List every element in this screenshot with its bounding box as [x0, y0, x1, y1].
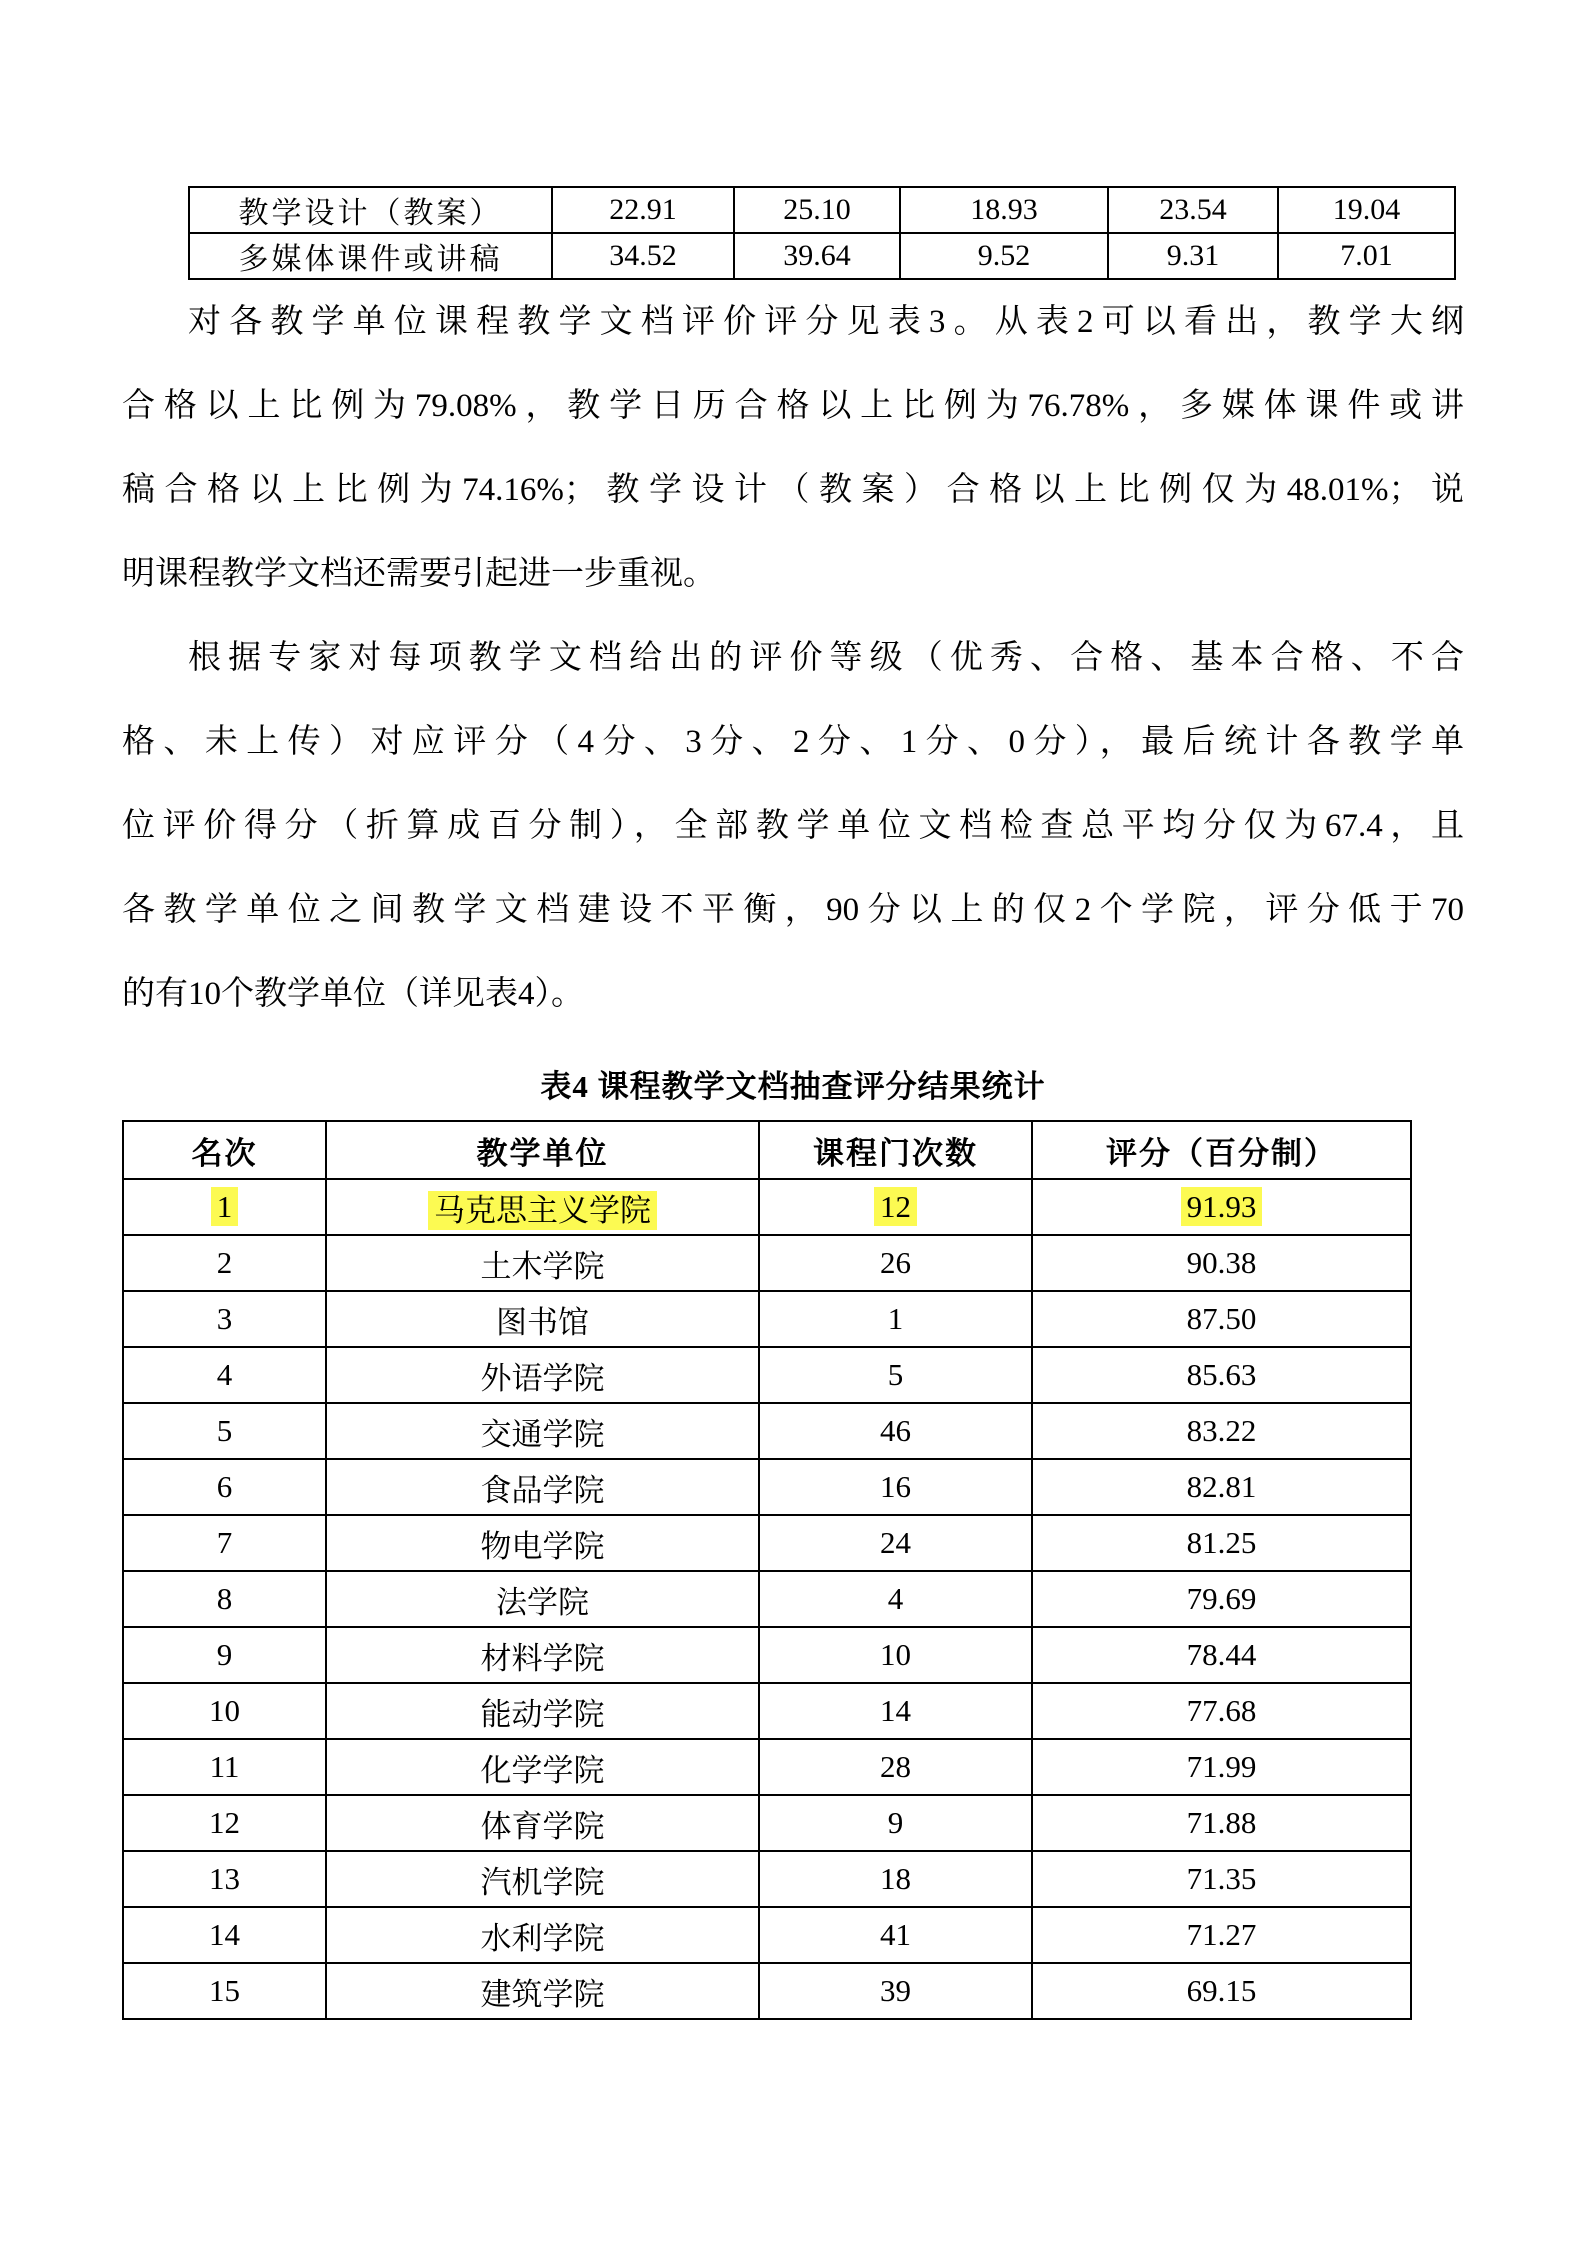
text-line: 位评价得分（折算成百分制），全部教学单位文档检查总平均分仅为67.4，且	[122, 808, 1464, 844]
value-cell: 18.93	[900, 187, 1108, 233]
score-cell	[1032, 1179, 1411, 1235]
text-line: 稿合格以上比例为74.16%；教学设计（教案）合格以上比例仅为48.01%；说	[122, 472, 1464, 508]
rank-cell: 5	[123, 1403, 326, 1459]
rank-cell: 10	[123, 1683, 326, 1739]
table-row	[123, 1739, 1411, 1795]
unit-cell: 交通学院	[326, 1403, 759, 1459]
score-cell: 83.22	[1032, 1403, 1411, 1459]
courses-cell: 4	[759, 1571, 1032, 1627]
score-cell: 71.99	[1032, 1739, 1411, 1795]
table-4	[122, 1120, 1412, 2020]
table-row	[123, 1851, 1411, 1907]
category-label-cell: 教学设计（教案）	[189, 187, 552, 233]
doc-stat-row	[189, 233, 1455, 279]
top-table	[188, 186, 1456, 280]
unit-cell: 汽机学院	[326, 1851, 759, 1907]
courses-cell: 39	[759, 1963, 1032, 2019]
courses-cell: 14	[759, 1683, 1032, 1739]
courses-cell: 5	[759, 1347, 1032, 1403]
table4-header-row	[123, 1121, 1411, 1179]
score-cell: 71.35	[1032, 1851, 1411, 1907]
table-row	[123, 1571, 1411, 1627]
score-cell: 81.25	[1032, 1515, 1411, 1571]
value-cell: 22.91	[552, 187, 734, 233]
value-cell: 34.52	[552, 233, 734, 279]
unit-cell: 图书馆	[326, 1291, 759, 1347]
rank-cell: 14	[123, 1907, 326, 1963]
rank-cell: 3	[123, 1291, 326, 1347]
rank-cell: 11	[123, 1739, 326, 1795]
courses-cell	[759, 1179, 1032, 1235]
column-header: 课程门次数	[759, 1121, 1032, 1179]
value-cell: 9.52	[900, 233, 1108, 279]
table-row	[123, 1683, 1411, 1739]
text-line: 对各教学单位课程教学文档评价评分见表3。从表2可以看出，教学大纲	[188, 304, 1464, 340]
rank-cell: 12	[123, 1795, 326, 1851]
unit-cell: 食品学院	[326, 1459, 759, 1515]
unit-cell: 水利学院	[326, 1907, 759, 1963]
value-cell: 19.04	[1278, 187, 1455, 233]
value-cell: 9.31	[1108, 233, 1278, 279]
text-line: 明课程教学文档还需要引起进一步重视。	[122, 556, 716, 592]
rank-cell: 4	[123, 1347, 326, 1403]
paragraph-1	[122, 280, 1464, 616]
score-cell: 79.69	[1032, 1571, 1411, 1627]
table4-body	[123, 1179, 1411, 2019]
value-cell: 39.64	[734, 233, 900, 279]
courses-cell: 24	[759, 1515, 1032, 1571]
unit-cell	[326, 1179, 759, 1235]
paragraph-2	[122, 616, 1464, 1036]
rank-cell: 7	[123, 1515, 326, 1571]
category-label-cell: 多媒体课件或讲稿	[189, 233, 552, 279]
score-cell: 77.68	[1032, 1683, 1411, 1739]
highlighted-text: 91.93	[1181, 1187, 1263, 1226]
table-row	[123, 1179, 1411, 1235]
rank-cell	[123, 1179, 326, 1235]
table-row	[123, 1347, 1411, 1403]
text-line: 根据专家对每项教学文档给出的评价等级（优秀、合格、基本合格、不合	[188, 640, 1464, 676]
score-cell: 90.38	[1032, 1235, 1411, 1291]
score-cell: 78.44	[1032, 1627, 1411, 1683]
page-content	[0, 186, 1588, 2020]
rank-cell: 2	[123, 1235, 326, 1291]
value-cell: 23.54	[1108, 187, 1278, 233]
table-row	[123, 1963, 1411, 2019]
unit-cell: 材料学院	[326, 1627, 759, 1683]
courses-cell: 18	[759, 1851, 1032, 1907]
unit-cell: 建筑学院	[326, 1963, 759, 2019]
courses-cell: 46	[759, 1403, 1032, 1459]
column-header: 教学单位	[326, 1121, 759, 1179]
highlighted-text: 马克思主义学院	[428, 1191, 657, 1230]
value-cell: 25.10	[734, 187, 900, 233]
courses-cell: 10	[759, 1627, 1032, 1683]
text-line: 各教学单位之间教学文档建设不平衡，90分以上的仅2个学院，评分低于70	[122, 892, 1464, 928]
unit-cell: 能动学院	[326, 1683, 759, 1739]
rank-cell: 15	[123, 1963, 326, 2019]
unit-cell: 体育学院	[326, 1795, 759, 1851]
rank-cell: 6	[123, 1459, 326, 1515]
rank-cell: 13	[123, 1851, 326, 1907]
courses-cell: 16	[759, 1459, 1032, 1515]
table4-caption: 表4 课程教学文档抽查评分结果统计	[540, 1069, 1046, 1104]
column-header: 评分（百分制）	[1032, 1121, 1411, 1179]
score-cell: 87.50	[1032, 1291, 1411, 1347]
table-row	[123, 1235, 1411, 1291]
courses-cell: 41	[759, 1907, 1032, 1963]
unit-cell: 外语学院	[326, 1347, 759, 1403]
table-row	[123, 1907, 1411, 1963]
unit-cell: 土木学院	[326, 1235, 759, 1291]
doc-stat-row	[189, 187, 1455, 233]
courses-cell: 28	[759, 1739, 1032, 1795]
table-row	[123, 1459, 1411, 1515]
column-header: 名次	[123, 1121, 326, 1179]
unit-cell: 法学院	[326, 1571, 759, 1627]
text-line: 合格以上比例为79.08%，教学日历合格以上比例为76.78%，多媒体课件或讲	[122, 388, 1464, 424]
score-cell: 85.63	[1032, 1347, 1411, 1403]
highlighted-text: 12	[874, 1187, 917, 1226]
score-cell: 82.81	[1032, 1459, 1411, 1515]
top-table-body	[189, 187, 1455, 279]
table-row	[123, 1627, 1411, 1683]
table-row	[123, 1291, 1411, 1347]
courses-cell: 9	[759, 1795, 1032, 1851]
text-line: 的有10个教学单位（详见表4）。	[122, 976, 584, 1012]
text-line: 格、未上传）对应评分（4分、3分、2分、1分、0分），最后统计各教学单	[122, 724, 1464, 760]
highlighted-text: 1	[211, 1187, 239, 1226]
courses-cell: 1	[759, 1291, 1032, 1347]
value-cell: 7.01	[1278, 233, 1455, 279]
table-row	[123, 1403, 1411, 1459]
score-cell: 69.15	[1032, 1963, 1411, 2019]
unit-cell: 化学学院	[326, 1739, 759, 1795]
table-row	[123, 1795, 1411, 1851]
score-cell: 71.88	[1032, 1795, 1411, 1851]
courses-cell: 26	[759, 1235, 1032, 1291]
score-cell: 71.27	[1032, 1907, 1411, 1963]
rank-cell: 8	[123, 1571, 326, 1627]
rank-cell: 9	[123, 1627, 326, 1683]
table-row	[123, 1515, 1411, 1571]
unit-cell: 物电学院	[326, 1515, 759, 1571]
